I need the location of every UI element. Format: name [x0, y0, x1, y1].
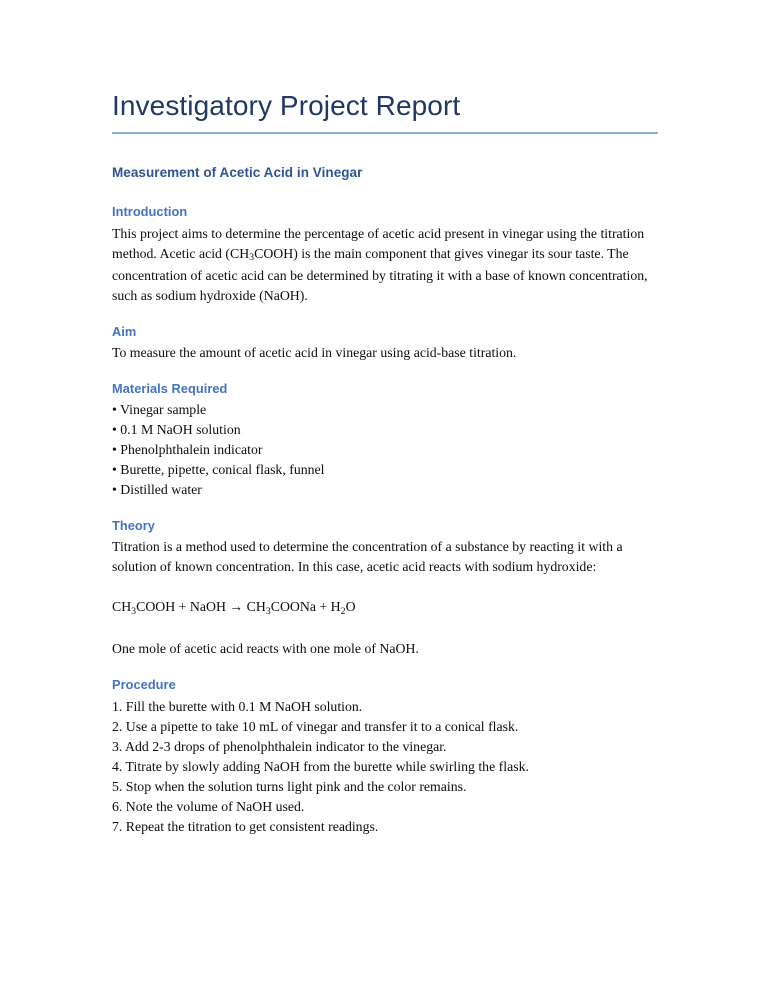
list-item: • Phenolphthalein indicator: [112, 442, 263, 458]
procedure-list: [112, 697, 658, 837]
section-heading-introduction: Introduction: [112, 204, 188, 220]
list-item: 7. Repeat the titration to get consistent readings.: [112, 818, 379, 834]
section-procedure: [112, 676, 658, 836]
list-item: • Distilled water: [112, 482, 202, 498]
list-item: • Burette, pipette, conical flask, funnel: [112, 462, 325, 478]
list-item: 2. Use a pipette to take 10 mL of vinegar and transfer it to a conical flask.: [112, 718, 519, 734]
section-heading-procedure: Procedure: [112, 677, 176, 693]
section-theory: [112, 517, 658, 659]
chemical-equation: $CH_3COOH$ + NaOH → $CH_3COONa + H_2O$: [112, 599, 356, 617]
list-item: 1. Fill the burette with 0.1 M NaOH solution.: [112, 698, 363, 714]
list-item: • 0.1 M NaOH solution: [112, 422, 241, 438]
section-materials: [112, 380, 658, 500]
list-item: • Vinegar sample: [112, 402, 207, 418]
list-item: 6. Note the volume of NaOH used.: [112, 798, 305, 814]
title-divider: [112, 132, 658, 134]
document-subtitle: Measurement of Acetic Acid in Vinegar: [112, 164, 363, 180]
list-item: 4. Titrate by slowly adding NaOH from the burette while swirling the flask.: [112, 758, 529, 774]
materials-list: [112, 400, 658, 500]
section-aim: [112, 323, 658, 363]
section-heading-aim: Aim: [112, 323, 137, 339]
page-title: Investigatory Project Report: [112, 90, 461, 121]
document-content: [112, 88, 658, 837]
section-introduction: [112, 203, 658, 305]
aim-paragraph: To measure the amount of acetic acid in vinegar using acid-base titration.: [112, 344, 517, 360]
theory-closing-paragraph: One mole of acetic acid reacts with one mole of NaOH.: [112, 641, 419, 657]
section-heading-materials: Materials Required: [112, 380, 228, 396]
section-heading-theory: Theory: [112, 518, 155, 534]
list-item: 5. Stop when the solution turns light pink and the color remains.: [112, 778, 467, 794]
list-item: 3. Add 2-3 drops of phenolphthalein indicator to the vinegar.: [112, 738, 447, 754]
theory-paragraph: Titration is a method used to determine the concentration of a substance by reacting it with a solution of known concentration. In this case, acetic acid reacts with sodium hydroxide:: [112, 539, 623, 575]
introduction-paragraph: This project aims to determine the percentage of acetic acid present in vinegar using the titration method. Acetic acid $(CH_3COOH)$ is the main component that gives vinegar its sour taste. The concentration of acetic acid can be determined by titrating it with a base of known concentration, such as sodium hydroxide (NaOH).: [112, 225, 648, 303]
